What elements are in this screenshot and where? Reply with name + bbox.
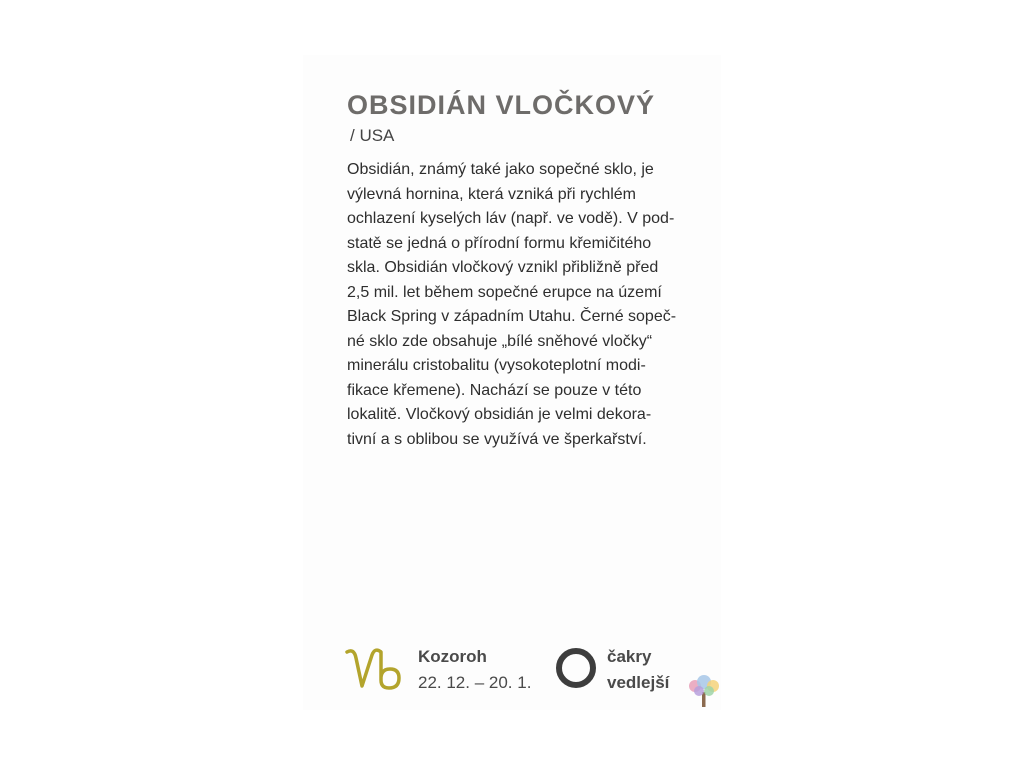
description-line: né sklo zde obsahuje „bílé sněhové vločky“ xyxy=(347,332,653,350)
chakra-type: vedlejší xyxy=(607,673,670,692)
description-text xyxy=(347,158,692,452)
description-line: 2,5 mil. let během sopečné erupce na území xyxy=(347,283,662,301)
capricorn-icon xyxy=(343,642,407,692)
description-line: tivní a s oblibou se využívá ve šperkařství. xyxy=(347,430,647,448)
description-line: minerálu cristobalitu (vysokoteplotní modi- xyxy=(347,357,646,374)
description-line: ochlazení kyselých láv (např. ve vodě). V pod- xyxy=(347,210,675,227)
description-line: statě se jedná o přírodní formu křemičitého xyxy=(347,234,652,252)
page-title: OBSIDIÁN VLOČKOVÝ xyxy=(347,90,656,120)
description-line: lokalitě. Vločkový obsidián je velmi dekora- xyxy=(347,406,652,423)
tree-icon xyxy=(684,674,724,708)
origin-subtitle: / USA xyxy=(350,126,395,145)
description-line: fikace křemene). Nachází se pouze v této xyxy=(347,381,642,399)
description-line: Black Spring v západním Utahu. Černé sopeč- xyxy=(347,308,677,325)
ring-icon xyxy=(554,646,598,690)
zodiac-dates: 22. 12. – 20. 1. xyxy=(418,673,532,692)
description-line: výlevná hornina, která vzniká při rychlém xyxy=(347,185,637,203)
description-line: Obsidián, známý také jako sopečné sklo, je xyxy=(347,161,654,178)
chakra-label: čakry xyxy=(607,647,652,666)
description-line: skla. Obsidián vločkový vznikl přibližně před xyxy=(347,259,659,276)
zodiac-name: Kozoroh xyxy=(418,647,487,666)
